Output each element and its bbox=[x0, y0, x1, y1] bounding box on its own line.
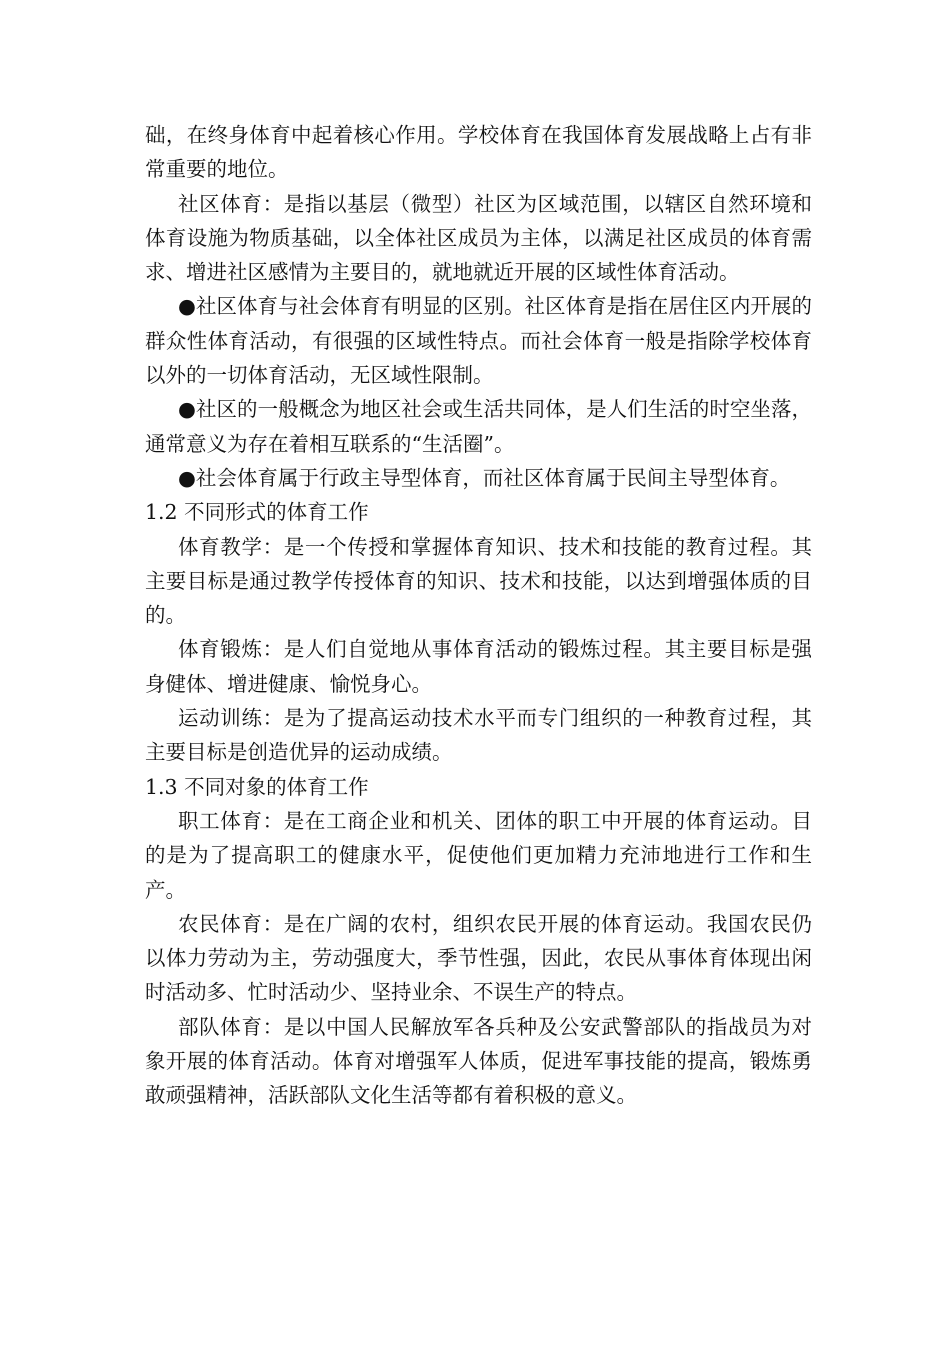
section-heading-targets: 1.3 不同对象的体育工作 bbox=[145, 774, 369, 799]
paragraph-worker-sports: 职工体育：是在工商企业和机关、团体的职工中开展的体育运动。目的是为了提高职工的健康水平，促使他们更加精力充沛地进行工作和生产。 bbox=[145, 808, 812, 902]
bullet-paragraph-concept bbox=[145, 392, 812, 461]
section-heading-forms: 1.2 不同形式的体育工作 bbox=[145, 500, 369, 525]
paragraph-military-sports: 部队体育：是以中国人民解放军各兵种及公安武警部队的指战员为对象开展的体育活动。体育对增强军人体质，促进军事技能的提高，锻炼勇敢顽强精神，活跃部队文化生活等都有着积极的意义。 bbox=[145, 1014, 812, 1108]
paragraph-farmer-sports: 农民体育：是在广阔的农村，组织农民开展的体育运动。我国农民仍以体力劳动为主，劳动强度大，季节性强，因此，农民从事体育体现出闲时活动多、忙时活动少、坚持业余、不误生产的特点。 bbox=[145, 911, 812, 1005]
bullet-icon: ● bbox=[178, 465, 196, 490]
bullet-text: 社区体育与社会体育有明显的区别。社区体育是指在居住区内开展的群众性体育活动，有很强的区域性特点。而社会体育一般是指除学校体育以外的一切体育活动，无区域性限制。 bbox=[145, 294, 813, 388]
bullet-icon: ● bbox=[178, 397, 196, 422]
bullet-icon: ● bbox=[178, 294, 196, 319]
bullet-paragraph-administration bbox=[145, 461, 812, 495]
document-page bbox=[145, 118, 812, 1113]
paragraph-continuation: 础，在终身体育中起着核心作用。学校体育在我国体育发展战略上占有非常重要的地位。 bbox=[145, 123, 812, 182]
bullet-paragraph-distinction bbox=[145, 289, 812, 392]
bullet-text: 社区的一般概念为地区社会或生活共同体，是人们生活的时空坐落，通常意义为存在着相互联系的“生活圈”。 bbox=[145, 397, 813, 456]
paragraph-pe-exercise: 体育锻炼：是人们自觉地从事体育活动的锻炼过程。其主要目标是强身健体、增进健康、愉悦身心。 bbox=[145, 637, 812, 696]
bullet-text: 社会体育属于行政主导型体育，而社区体育属于民间主导型体育。 bbox=[195, 465, 791, 490]
paragraph-community-sports: 社区体育：是指以基层（微型）社区为区域范围，以辖区自然环境和体育设施为物质基础，以全体社区成员为主体，以满足社区成员的体育需求、增进社区感情为主要目的，就地就近开展的区域性体育活动。 bbox=[145, 191, 812, 285]
paragraph-pe-teaching: 体育教学：是一个传授和掌握体育知识、技术和技能的教育过程。其主要目标是通过教学传授体育的知识、技术和技能，以达到增强体质的目的。 bbox=[145, 534, 812, 628]
paragraph-sports-training: 运动训练：是为了提高运动技术水平而专门组织的一种教育过程，其主要目标是创造优异的运动成绩。 bbox=[145, 706, 812, 765]
